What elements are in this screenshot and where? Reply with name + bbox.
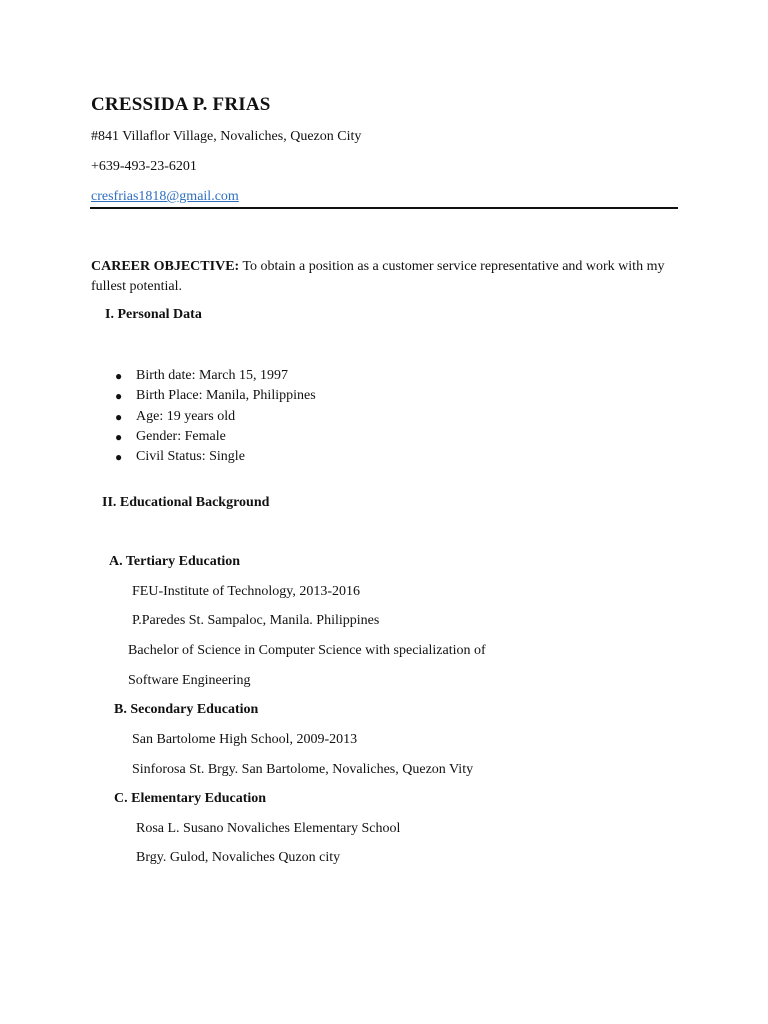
tertiary-heading: A. Tertiary Education — [109, 554, 241, 569]
personal-birth-place: Birth Place: Manila, Philippines — [136, 388, 316, 404]
secondary-address: Sinforosa St. Brgy. San Bartolome, Novaliches, Quezon Vity — [132, 762, 474, 777]
personal-data-list — [115, 366, 316, 467]
list-item — [115, 447, 316, 467]
elementary-address: Brgy. Gulod, Novaliches Quzon city — [136, 850, 341, 865]
elementary-heading: C. Elementary Education — [114, 791, 267, 806]
elementary-school: Rosa L. Susano Novaliches Elementary School — [136, 821, 401, 836]
list-item — [115, 386, 316, 406]
bullet-icon: ● — [115, 409, 123, 424]
tertiary-degree-specialization: Software Engineering — [128, 673, 251, 688]
education-heading: II. Educational Background — [102, 495, 270, 510]
secondary-heading: B. Secondary Education — [114, 702, 259, 717]
tertiary-address: P.Paredes St. Sampaloc, Manila. Philippines — [132, 613, 380, 628]
resume-name: CRESSIDA P. FRIAS — [91, 94, 271, 115]
career-objective-label: CAREER OBJECTIVE: — [91, 259, 240, 274]
list-item — [115, 427, 316, 447]
personal-data-heading: I. Personal Data — [105, 307, 202, 322]
personal-age: Age: 19 years old — [136, 408, 236, 424]
bullet-icon: ● — [115, 450, 123, 465]
list-item — [115, 407, 316, 427]
bullet-icon: ● — [115, 369, 123, 383]
secondary-school: San Bartolome High School, 2009-2013 — [132, 732, 358, 747]
bullet-icon: ● — [115, 389, 123, 404]
list-item — [115, 366, 316, 386]
header-divider — [90, 207, 678, 209]
personal-birth-date: Birth date: March 15, 1997 — [136, 368, 289, 383]
career-objective — [91, 257, 671, 297]
personal-gender: Gender: Female — [136, 428, 226, 444]
tertiary-degree: Bachelor of Science in Computer Science with specialization of — [128, 643, 486, 658]
tertiary-school: FEU-Institute of Technology, 2013-2016 — [132, 584, 361, 599]
personal-civil-status: Civil Status: Single — [136, 449, 245, 465]
email-link[interactable]: cresfrias1818@gmail.com — [91, 189, 239, 204]
phone-line: +639-493-23-6201 — [91, 159, 197, 174]
address-line: #841 Villaflor Village, Novaliches, Quezon City — [91, 129, 362, 144]
career-objective-text: To obtain a position as a customer service representative and work with my fullest potential. — [91, 259, 665, 294]
bullet-icon: ● — [115, 429, 123, 444]
